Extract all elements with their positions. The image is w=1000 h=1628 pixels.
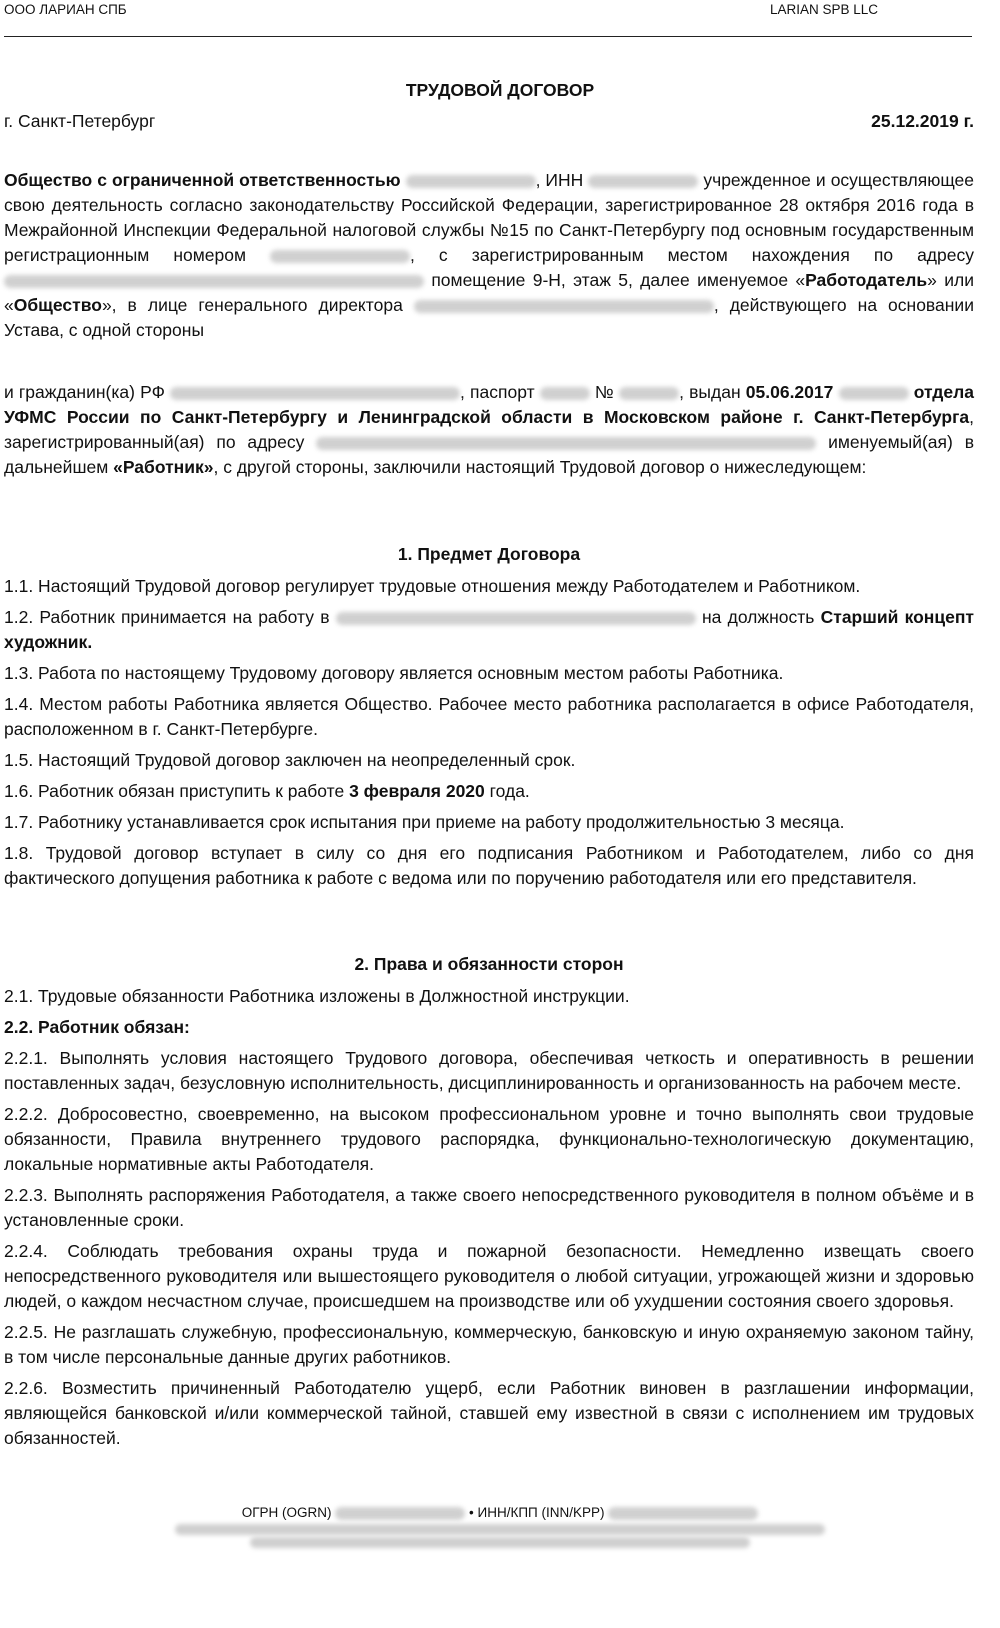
preamble-employer <box>4 168 974 349</box>
redacted-text <box>839 387 909 400</box>
text-run: », в лице генерального директора <box>101 295 403 315</box>
redacted-address-line <box>250 1537 750 1548</box>
redacted-text <box>4 275 424 288</box>
text-run: 3 февраля 2020 <box>349 781 485 801</box>
text-run: 05.06.2017 <box>745 382 834 402</box>
text-run: и гражданин(ка) РФ <box>4 382 165 402</box>
company-name-en: LARIAN SPB LLC <box>769 2 878 17</box>
clause-2-2-3: 2.2.3. Выполнять распоряжения Работодателя, а также своего непосредственного руководителя в полном объёме и в установленные сроки. <box>4 1185 974 1230</box>
section-2 <box>4 952 974 1457</box>
redacted-text <box>588 175 698 188</box>
paragraph <box>4 168 974 343</box>
redacted-text <box>414 300 714 313</box>
redacted-address-line <box>175 1524 825 1535</box>
text-run: , действующего на основании Устава, с одной стороны <box>4 295 974 340</box>
text-run: отдела УФМС России по Санкт-Петербургу и Ленинградской области в Московском районе г. Санкт-Петербурга <box>4 382 974 427</box>
clause-1-3: 1.3. Работа по настоящему Трудовому договору является основным местом работы Работника. <box>4 663 784 683</box>
text-run: «Работник» <box>113 457 214 477</box>
letterhead <box>4 2 972 37</box>
clause-2-2-2: 2.2.2. Добросовестно, своевременно, на высоком профессиональном уровне и точно выполнять свои трудовые обязанности, Правила внутреннего трудового распорядка, функционально-технологическую документацию, локальные нормативные акты Работодателя. <box>4 1104 974 1174</box>
text-run: помещение 9-Н, этаж 5, далее именуемое « <box>431 270 806 290</box>
page-footer <box>0 1503 1000 1550</box>
text-run: учрежденное и осуществляющее свою деятельность согласно законодательству Российской Федерации, зарегистрированное 28 октября 2016 года в Межрайонной Инспекции Федеральной налоговой службы №15 по Санкт-Петербургу под основным государственным регистрационным номером <box>4 170 975 265</box>
redacted-text <box>540 387 590 400</box>
text-run: именуемый(ая) в дальнейшем <box>4 432 974 477</box>
clause-2-2-4: 2.2.4. Соблюдать требования охраны труда и пожарной безопасности. Немедленно извещать своего непосредственного руководителя или вышестоящего руководителя о любой ситуации, угрожающей жизни и здоровью людей, о каждом несчастном случае, происшедшем на производстве или об ухудшении состояния своего здоровья. <box>4 1241 974 1311</box>
text-run: № <box>594 382 614 402</box>
clause-1-6 <box>4 779 974 804</box>
clause-1-2 <box>4 605 974 655</box>
contract-date: 25.12.2019 г. <box>871 111 974 131</box>
clause-2-2 <box>4 1015 974 1040</box>
section-heading: 2. Права и обязанности сторон <box>354 954 624 974</box>
section-1 <box>4 542 974 897</box>
text-run: Общество с ограниченной ответственностью <box>4 170 401 190</box>
redacted-text <box>406 175 536 188</box>
redacted-text <box>336 612 696 625</box>
clause-2-2-5: 2.2.5. Не разглашать служебную, профессиональную, коммерческую, банковскую и иную охраняемую законом тайну, в том числе персональные данные других работников. <box>4 1322 974 1367</box>
text-run: . <box>87 632 93 652</box>
text-run: Общество <box>13 295 102 315</box>
text-run: » или « <box>4 270 974 315</box>
text-run: 2.2. Работник обязан: <box>4 1017 190 1037</box>
clause-1-4: 1.4. Местом работы Работника является Общество. Рабочее место работника располагается в офисе Работодателя, расположенном в г. Санкт-Петербурге. <box>4 694 974 739</box>
preamble-employee <box>4 380 974 486</box>
redacted-text <box>335 1507 465 1520</box>
text-run: , выдан <box>679 382 741 402</box>
text-run: , паспорт <box>460 382 535 402</box>
text-run: Работодатель <box>805 270 928 290</box>
redacted-text <box>170 387 460 400</box>
text-run: на должность <box>701 607 815 627</box>
clause-2-2-6: 2.2.6. Возместить причиненный Работодателю ущерб, если Работник виновен в разглашении информации, являющейся банковской и/или коммерческой тайной, ставшей ему известной в связи с исполнением им трудовых обязанностей. <box>4 1378 974 1448</box>
footer-registration <box>0 1503 1000 1522</box>
text-run: , с зарегистрированным местом нахождения по адресу <box>410 245 974 265</box>
text-run: , с другой стороны, заключили настоящий Трудовой договор о нижеследующем: <box>213 457 867 477</box>
redacted-text <box>619 387 679 400</box>
redacted-text <box>270 250 410 263</box>
section-heading: 1. Предмет Договора <box>397 544 581 564</box>
clause-2-2-1: 2.2.1. Выполнять условия настоящего Трудового договора, обеспечивая четкость и оперативность в решении поставленных задач, безусловную исполнительность, дисциплинированность и организованность на рабочем месте. <box>4 1048 974 1093</box>
footer-ogrn-label: ОГРН (OGRN) <box>241 1505 332 1520</box>
clause-1-5: 1.5. Настоящий Трудовой договор заключен на неопределенный срок. <box>4 750 576 770</box>
clause-1-1: 1.1. Настоящий Трудовой договор регулирует трудовые отношения между Работодателем и Работником. <box>4 576 861 596</box>
city: г. Санкт-Петербург <box>4 111 156 131</box>
paragraph <box>4 380 974 480</box>
clause-1-7: 1.7. Работнику устанавливается срок испытания при приеме на работу продолжительностью 3 месяца. <box>4 812 845 832</box>
text-run: 1.6. Работник обязан приступить к работе <box>4 781 350 801</box>
text-run: 1.2. Работник принимается на работу в <box>4 607 330 627</box>
company-name-ru: ООО ЛАРИАН СПБ <box>4 2 127 17</box>
text-run: Старший концепт художник <box>4 607 974 652</box>
document-title: ТРУДОВОЙ ДОГОВОР <box>405 80 595 100</box>
clause-1-8: 1.8. Трудовой договор вступает в силу со дня его подписания Работником и Работодателем, либо со дня фактического допущения работника к работе с ведома или по поручению работодателя или его представителя. <box>4 843 974 888</box>
text-run: года. <box>484 781 530 801</box>
footer-inn-label: • ИНН/КПП (INN/KPP) <box>469 1505 605 1520</box>
redacted-text <box>316 437 816 450</box>
clause-2-1: 2.1. Трудовые обязанности Работника изложены в Должностной инструкции. <box>4 986 630 1006</box>
text-run: , зарегистрированный(ая) по адресу <box>4 407 974 452</box>
redacted-text <box>608 1507 758 1520</box>
text-run: , ИНН <box>535 170 584 190</box>
